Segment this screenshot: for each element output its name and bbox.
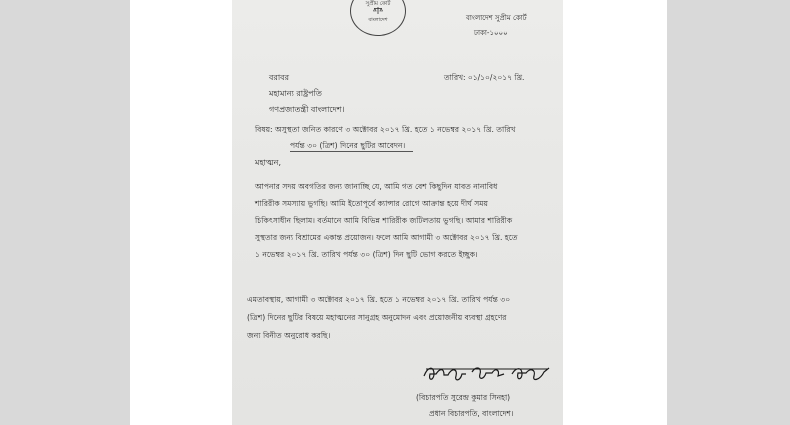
seal-bottom-text: বাংলাদেশ [368, 17, 388, 23]
recipient-line2: মহামান্য রাষ্ট্রপতি [269, 89, 322, 98]
subject-underline [290, 151, 413, 152]
body2-line1: এমতাবস্থায়, আগামী ৩ অক্টোবর ২০১৭ খ্রি. হতে ১ নভেম্বর ২০১৭ খ্রি. তারিখ পর্যন্ত ৩০ [247, 295, 511, 304]
body1-line2: শারিরীক সমস্যায় ভুগছি। আমি ইতোপূর্বে ক্যান্সার রোগে আক্রান্ত হয়ে দীর্ঘ সময় [255, 199, 488, 208]
letterhead-address-line2: ঢাকা-১০০০ [474, 29, 508, 37]
body2-line3: জন্য বিনীত অনুরোধ করছি। [247, 331, 331, 340]
left-white-panel [130, 0, 232, 425]
signatory-name: (বিচারপতি সুরেন্দ্র কুমার সিনহা) [416, 393, 511, 402]
seal-top-text: সুপ্রীম কোর্ট [365, 1, 391, 7]
body1-line3: চিকিৎসাধীন ছিলাম। বর্তমানে আমি বিভিন্ন শারিরীক জটিলতায় ভুগছি। আমার শারিরীক [255, 216, 513, 225]
salutation: মহাত্মন, [255, 158, 281, 167]
letter-date: তারিখ: ০১/১০/২০১৭ খ্রি. [444, 73, 525, 82]
recipient-line3: গণপ্রজাতন্ত্রী বাংলাদেশ। [269, 105, 345, 114]
body1-line1: আপনার সদয় অবগতির জন্য জানাচ্ছি যে, আমি গত বেশ কিছুদিন যাবত নানাবিধ [255, 182, 498, 191]
letterhead-address-line1: বাংলাদেশ সুপ্রীম কোর্ট [466, 14, 527, 22]
signatory-title: প্রধান বিচারপতি, বাংলাদেশ। [429, 409, 514, 418]
court-seal [350, 0, 406, 36]
subject-line1: বিষয়: অসুস্থতা জনিত কারণে ৩ অক্টোবর ২০১৭ খ্রি. হতে ১ নভেম্বর ২০১৭ খ্রি. তারিখ [255, 125, 516, 134]
right-margin-background [667, 0, 790, 425]
letter-document [232, 0, 563, 425]
body1-line4: সুস্থতার জন্য বিশ্রামের একান্ত প্রয়োজন। ফলে আমি আগামী ৩ অক্টোবর ২০১৭ খ্রি. হতে [255, 233, 518, 242]
left-margin-background [0, 0, 130, 425]
body1-line5: ১ নভেম্বর ২০১৭ খ্রি. তারিখ পর্যন্ত ৩০ (ত্রিশ) দিন ছুটি ভোগ করতে ইচ্ছুক। [255, 250, 478, 259]
recipient-line1: বরাবর [269, 73, 290, 82]
body2-line2: (ত্রিশ) দিনের ছুটির বিষয়ে মহাত্মনের সানুগ্রহ অনুমোদন এবং প্রয়োজনীয় ব্যবস্থা গ্রহণের [247, 313, 507, 322]
right-white-panel [563, 0, 667, 425]
scales-icon [373, 6, 383, 15]
handwritten-signature [422, 360, 552, 388]
subject-line2: পর্যন্ত ৩০ (ত্রিশ) দিনের ছুটির আবেদন। [290, 141, 406, 150]
